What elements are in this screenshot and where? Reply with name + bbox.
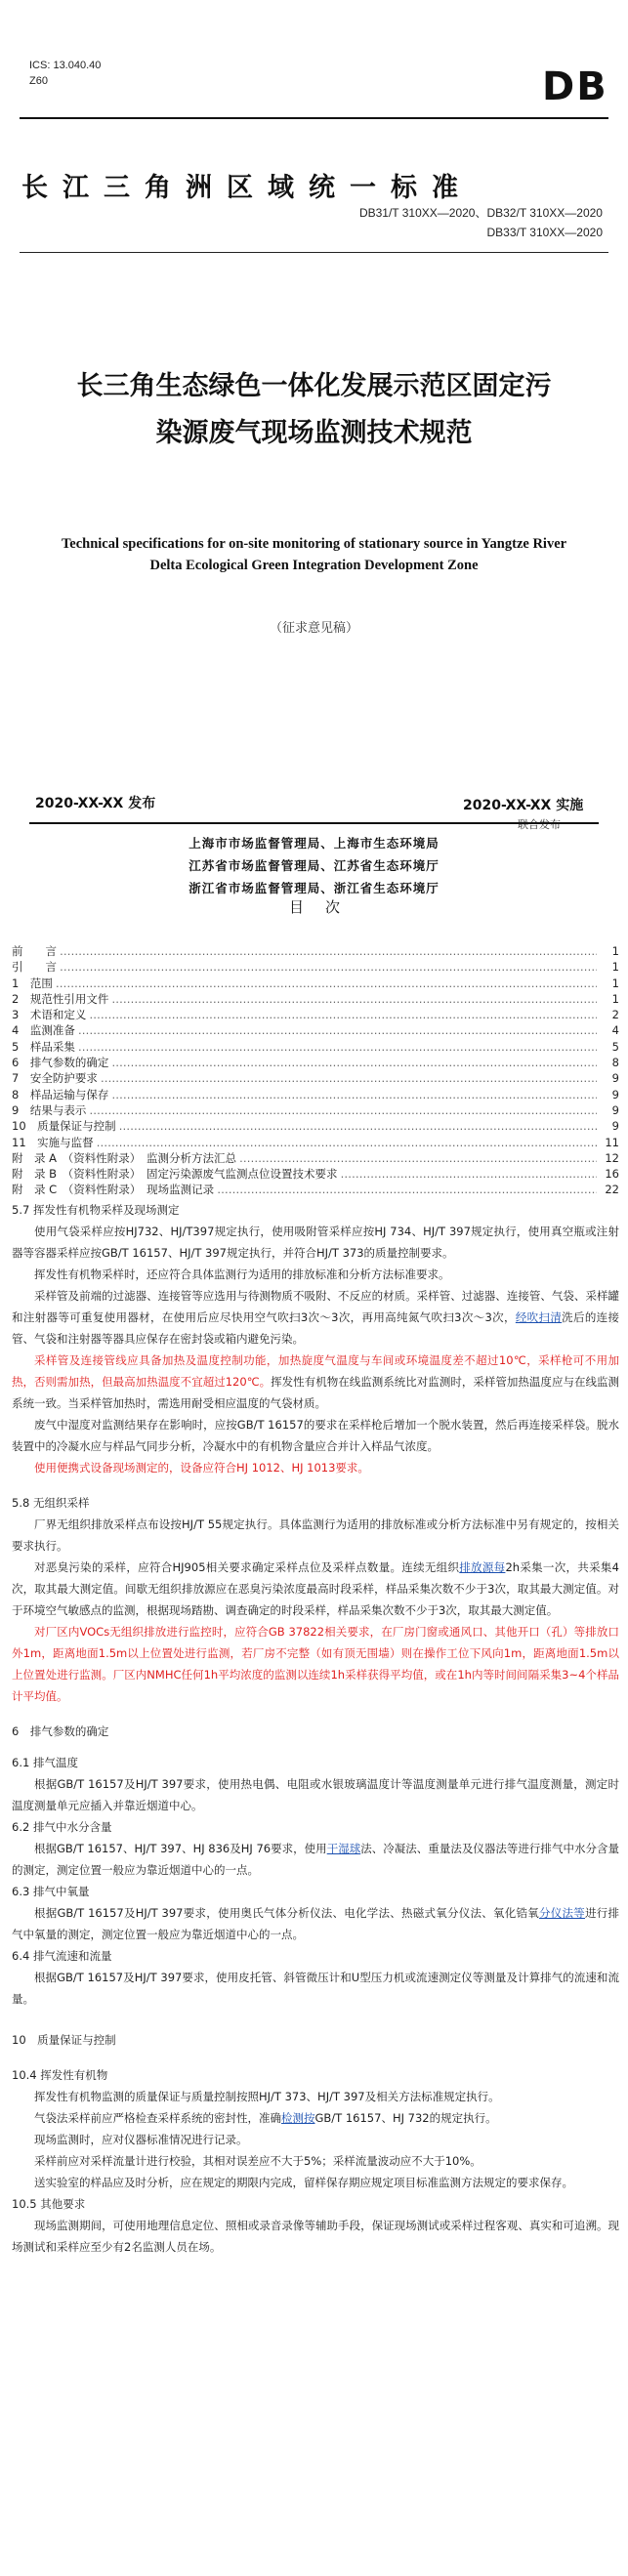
english-title-line: Technical specifications for on-site monitoring of stationary source in Yangtze River [61, 536, 567, 552]
underlined-term: 排放源每 [459, 1560, 506, 1574]
toc-entry-label: 7 安全防护要求 [12, 1071, 98, 1086]
document-title [0, 363, 628, 457]
toc-leader-dots [89, 1102, 597, 1118]
paragraph: 现场监测期间，可使用地理信息定位、照相或录音录像等辅助手段，保证现场测试或采样过程客观、真实和可追溯。现场测试和采样应至少有2名监测人员在场。 [12, 2219, 619, 2254]
toc-entry[interactable] [12, 976, 619, 991]
date-divider [29, 822, 599, 824]
toc-entry[interactable] [12, 1022, 619, 1038]
toc-entry[interactable] [12, 1166, 619, 1182]
body-content [12, 1199, 619, 2258]
draft-note: （征求意见稿） [269, 621, 358, 636]
ics-code: ICS: 13.040.40 [29, 60, 102, 71]
paragraph [12, 1902, 619, 1945]
toc-leader-dots [111, 1087, 597, 1102]
paragraph: 厂界无组织排放采样点布设按HJ/T 55规定执行。具体监测行为适用的排放标准或分析方法标准中另有规定的，按相关要求执行。 [12, 1517, 619, 1553]
toc-entry-page: 1 [611, 944, 619, 958]
toc-entry-page: 9 [611, 1071, 619, 1086]
toc-leader-dots [56, 976, 597, 991]
english-title [0, 533, 628, 576]
publish-date: 2020-XX-XX 发布 [35, 796, 156, 811]
english-title-line: Delta Ecological Green Integration Development Zone [149, 558, 479, 573]
toc-entry[interactable] [12, 1182, 619, 1197]
issuer-line: 江苏省市场监督管理局、江苏省生态环境厅 [188, 858, 440, 873]
section-heading-5-8: 5.8 无组织采样 [12, 1496, 90, 1510]
toc-entry-page: 9 [611, 1087, 619, 1101]
standard-title: 长江三角洲区域统一标准 [21, 173, 473, 203]
toc-leader-dots [89, 1007, 597, 1022]
toc-entry-label: 9 结果与表示 [12, 1102, 87, 1117]
toc-entry[interactable] [12, 1055, 619, 1070]
toc-leader-dots [60, 943, 597, 959]
standard-numbers [192, 203, 603, 242]
section-heading-6-3: 6.3 排气中氧量 [12, 1885, 90, 1898]
text-run: 根据GB/T 16157及HJ/T 397要求，使用奥氏气体分析仪法、电化学法、热磁式氧分仪法、氧化锆氧 [34, 1906, 539, 1920]
toc-entry[interactable] [12, 1070, 619, 1086]
section-heading-6-4: 6.4 排气流速和流量 [12, 1949, 112, 1963]
toc-entry-page: 9 [611, 1119, 619, 1134]
paragraph: 使用气袋采样应按HJ732、HJ/T397规定执行，使用吸附管采样应按HJ 734、HJ/T 397规定执行，使用真空瓶或注射器等容器采样应按GB/T 16157、HJ/T 397规定执行，并符合HJ/T 373的质量控制要求。 [12, 1225, 619, 1260]
toc-entry-label: 5 样品采集 [12, 1039, 75, 1054]
toc-entry-page: 2 [611, 1008, 619, 1022]
ccs-code: Z60 [29, 75, 48, 87]
toc-entry-page: 22 [605, 1183, 619, 1197]
text-run: 挥发性有机物在线监测系统比对监测时，采样管加热温度应与在线监测系统一致。当采样管加热时，需选用耐受相应温度的气袋材质。 [12, 1375, 619, 1410]
joint-release: 联合发布 [518, 818, 561, 831]
paragraph [12, 1557, 619, 1621]
toc-entry[interactable] [12, 1135, 619, 1150]
header-divider [20, 117, 608, 119]
underlined-term: 分仪法等 [539, 1906, 586, 1920]
text-run: 气袋法采样前应严格检查采样系统的密封性，准确 [34, 2111, 281, 2125]
toc-entry[interactable] [12, 1102, 619, 1118]
toc-leader-dots [111, 1055, 597, 1070]
toc-entry-page: 4 [611, 1023, 619, 1038]
text-run: 对恶臭污染的采样，应符合HJ905相关要求确定采样点位及采样点数量。连续无组织 [34, 1560, 460, 1574]
section-heading-10-5: 10.5 其他要求 [12, 2197, 86, 2211]
underlined-term: 干湿球 [326, 1842, 361, 1855]
text-run: 2h采集一次，共采集4次，取其最大测定值。间歇无组织排放源应在恶臭污染浓度最高时段采样，样品采集次数不少于3次，取其最大测定值。对于环境空气敏感点的监测，根据现场踏勘、调查确定的时段采样，样品采集次数不少于3次，取其最大测定值。 [12, 1560, 619, 1617]
toc-entry-page: 1 [611, 960, 619, 975]
toc-entry-label: 1 范围 [12, 976, 53, 990]
underlined-term: 检测按 [281, 2111, 315, 2125]
toc-leader-dots [60, 959, 597, 975]
toc-entry-label: 前 言 [12, 944, 57, 958]
text-run: 洗后的连接管、气袋和注射器等器具应保存在密封袋或箱内避免污染。 [12, 1310, 620, 1346]
toc-entry-label: 6 排气参数的确定 [12, 1056, 109, 1070]
toc-entry[interactable] [12, 1118, 619, 1134]
paragraph: 现场监测时，应对仪器标准情况进行记录。 [34, 2133, 248, 2146]
text-run: 采样管及前端的过滤器、连接管等应选用与待测物质不吸附、不反应的材质。采样管、过滤器、连接管、气袋、采样罐和注射器等可重复使用器材，在使用后应尽快用空气吹扫3次～3次，再用高纯氮气吹扫3次～3次， [12, 1289, 619, 1324]
revised-paragraph: 使用便携式设备现场测定的，设备应符合HJ 1012、HJ 1013要求。 [34, 1461, 369, 1475]
issuer-line: 上海市市场监督管理局、上海市生态环境局 [188, 836, 440, 851]
paragraph: 挥发性有机物监测的质量保证与质量控制按照HJ/T 373、HJ/T 397及相关方法标准规定执行。 [34, 2090, 500, 2103]
toc-entry[interactable] [12, 943, 619, 959]
toc-entry-label: 引 言 [12, 960, 57, 975]
db-logo: DB [542, 64, 608, 109]
section-heading-5-7: 5.7 挥发性有机物采样及现场测定 [12, 1203, 180, 1217]
toc-entry-label: 2 规范性引用文件 [12, 991, 109, 1006]
paragraph: 根据GB/T 16157及HJ/T 397要求，使用皮托管、斜管微压计和U型压力机或流速测定仪等测量及计算排气的流速和流量。 [12, 1971, 619, 2006]
text-run: 根据GB/T 16157、HJ/T 397、HJ 836及HJ 76要求，使用 [34, 1842, 327, 1855]
paragraph [12, 1285, 619, 1350]
toc-entry-label: 11 实施与监督 [12, 1135, 94, 1149]
toc-entry-page: 1 [611, 976, 619, 990]
toc-entry-page: 1 [611, 991, 619, 1006]
underlined-term: 经吹扫清 [515, 1310, 563, 1324]
toc-entry-label: 附 录 C （资料性附录） 现场监测记录 [12, 1183, 215, 1197]
section-heading-6: 6 排气参数的确定 [12, 1724, 109, 1738]
toc-entry-label: 3 术语和定义 [12, 1008, 87, 1022]
toc-entry-page: 11 [605, 1135, 619, 1149]
toc-entry[interactable] [12, 959, 619, 975]
toc-entry-page: 9 [611, 1102, 619, 1117]
text-run: 法、冷凝法、重量法及仪器法等进行排气中水分含量的测定，测定位置一般应为靠近烟道中心的一点。 [12, 1842, 620, 1877]
toc-title: 目次 [289, 898, 362, 916]
toc-leader-dots [97, 1135, 597, 1150]
implement-date: 2020-XX-XX 实施 [463, 798, 584, 813]
section-heading-6-2: 6.2 排气中水分含量 [12, 1820, 112, 1834]
toc-leader-dots [341, 1166, 597, 1182]
toc-entry[interactable] [12, 1087, 619, 1102]
revised-text: 采样管及连接管线应具备加热及温度控制功能，加热旋度气温度与车间或环境温度差不超过10℃，采样枪可不用加热，否则需加热，但最高加热温度不宜超过120℃。 [12, 1353, 619, 1389]
toc-leader-dots [111, 991, 597, 1007]
toc-entry-page: 12 [605, 1150, 619, 1165]
paragraph: 根据GB/T 16157及HJ/T 397要求，使用热电偶、电阻或水银玻璃温度计等温度测量单元进行排气温度测量，测定时温度测量单元应插入并靠近烟道中心。 [12, 1777, 619, 1812]
paragraph [12, 1350, 619, 1414]
standard-number-line: DB33/T 310XX—2020 [486, 226, 603, 239]
toc-entry-label: 4 监测准备 [12, 1023, 75, 1038]
toc-entry[interactable] [12, 1007, 619, 1022]
text-run: 进行排气中氧量的测定，测定位置一般应为靠近烟道中心的一点。 [12, 1906, 620, 1941]
toc-leader-dots [119, 1118, 597, 1134]
section-heading-10-4: 10.4 挥发性有机物 [12, 2068, 108, 2082]
toc-entry-label: 8 样品运输与保存 [12, 1087, 109, 1101]
section-heading-10: 10 质量保证与控制 [12, 2033, 116, 2047]
toc-entry[interactable] [12, 1039, 619, 1055]
toc-entry-page: 16 [605, 1167, 619, 1182]
toc-entry-page: 5 [611, 1039, 619, 1054]
toc-entry[interactable] [12, 991, 619, 1007]
standard-number-line: DB31/T 310XX—2020、DB32/T 310XX—2020 [358, 206, 603, 220]
paragraph: 废气中湿度对监测结果存在影响时，应按GB/T 16157的要求在采样枪后增加一个脱水装置，然后再连接采样袋。脱水装置中的冷凝水应与样品气同步分析，冷凝水中的有机物含量应合并计入样品气浓度。 [12, 1418, 619, 1453]
toc-leader-dots [78, 1039, 597, 1055]
revised-paragraph: 对厂区内VOCs无组织排放进行监控时，应符合GB 37822相关要求，在厂房门窗或通风口、其他开口（孔）等排放口外1m，距离地面1.5m以上位置处进行监测，若厂房不完整（如有顶无围墙）则在操作工位下风向1m，距离地面1.5m以上位置处进行监测。厂区内NMHC任何1h平均浓度的监测以连续1h采样获得平均值，或在1h内等时间间隔采集3~4个样品计平均值。 [12, 1625, 619, 1703]
text-run: GB/T 16157、HJ 732的规定执行。 [314, 2111, 497, 2125]
title-divider [20, 252, 608, 253]
toc-list [12, 943, 619, 1198]
paragraph [12, 1838, 619, 1881]
document-title-line: 长三角生态绿色一体化发展示范区固定污 [76, 371, 552, 401]
section-heading-6-1: 6.1 排气温度 [12, 1756, 78, 1769]
toc-entry-label: 10 质量保证与控制 [12, 1119, 116, 1134]
paragraph: 送实验室的样品应及时分析，应在规定的期限内完成，留样保存期应规定项目标准监测方法规定的要求保存。 [34, 2176, 573, 2189]
toc-leader-dots [78, 1022, 597, 1038]
paragraph: 挥发性有机物采样时，还应符合具体监测行为适用的排放标准和分析方法标准要求。 [34, 1267, 450, 1281]
toc-leader-dots [217, 1182, 597, 1197]
toc-entry-label: 附 录 A （资料性附录） 监测分析方法汇总 [12, 1150, 237, 1165]
toc-leader-dots [239, 1150, 597, 1166]
document-title-line: 染源废气现场监测技术规范 [155, 418, 473, 448]
toc-entry-page: 8 [611, 1056, 619, 1070]
paragraph: 采样前应对采样流量计进行校验，其相对误差应不大于5%；采样流量波动应不大于10%。 [34, 2154, 481, 2168]
toc-entry[interactable] [12, 1150, 619, 1166]
issuers-block [0, 832, 628, 899]
toc-leader-dots [101, 1070, 597, 1086]
toc-entry-label: 附 录 B （资料性附录） 固定污染源废气监测点位设置技术要求 [12, 1167, 338, 1182]
paragraph [12, 2107, 619, 2129]
issuer-line: 浙江省市场监督管理局、浙江省生态环境厅 [188, 881, 440, 895]
